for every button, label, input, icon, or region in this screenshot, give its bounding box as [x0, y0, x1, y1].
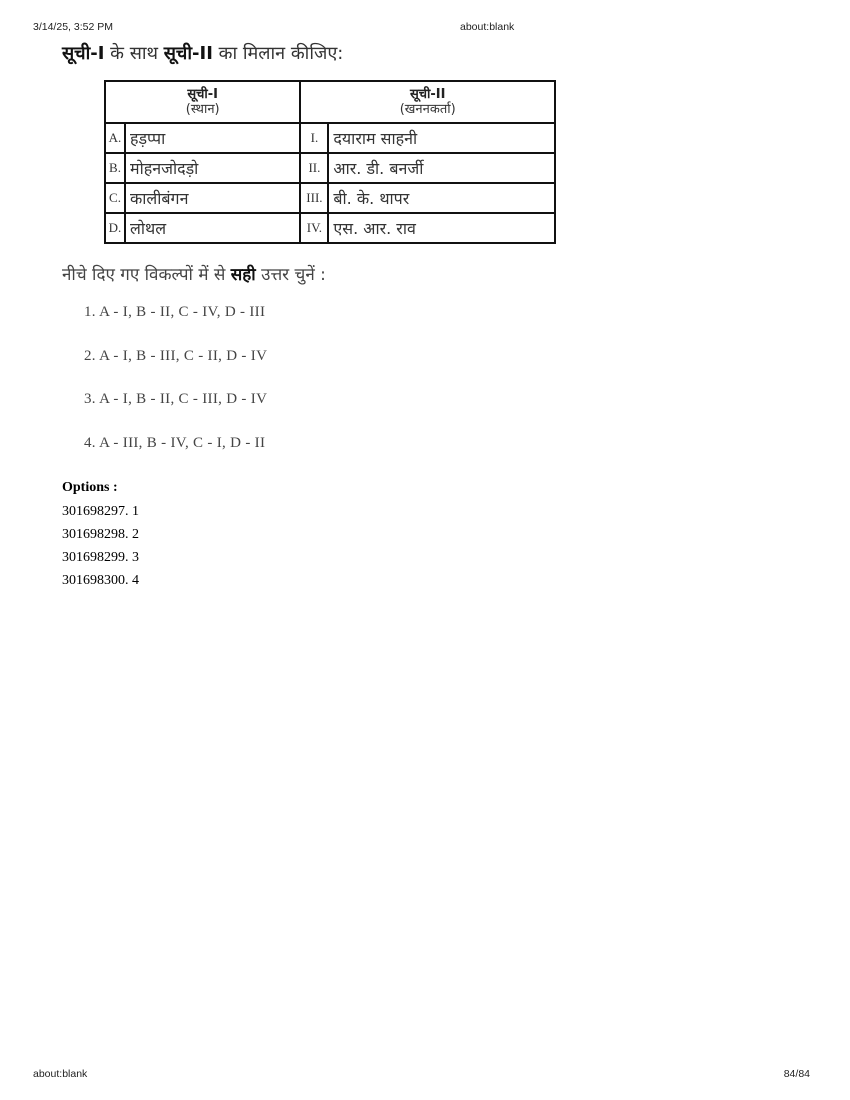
option-item: 301698298. 2: [62, 527, 139, 542]
instruction-lead: नीचे दिए गए विकल्पों में से: [62, 265, 231, 285]
option-item: 301698299. 3: [62, 550, 139, 565]
choice-item: 2. A - I, B - III, C - II, D - IV: [84, 347, 268, 364]
table-header-row: [105, 81, 555, 123]
option-item: 301698297. 1: [62, 504, 139, 519]
title-list2: सूची-II: [163, 43, 213, 64]
options-block: [62, 480, 139, 592]
col2-header: [300, 81, 555, 123]
col1-title: सूची-I: [187, 87, 219, 102]
choice-item: 3. A - I, B - II, C - III, D - IV: [84, 391, 268, 407]
table-row: [105, 183, 555, 213]
col1-header: [105, 81, 300, 123]
col1-subtitle: (स्थान): [185, 102, 220, 117]
question-title: [62, 40, 782, 68]
row-left-index: A.: [105, 123, 125, 153]
row-right-index: III.: [300, 183, 328, 213]
row-right-value: बी. के. थापर: [328, 183, 555, 213]
options-label: Options :: [62, 480, 118, 495]
table-row: [105, 153, 555, 183]
print-url: about:blank: [460, 21, 515, 33]
row-left-value: हड़प्पा: [125, 123, 300, 153]
row-right-value: दयाराम साहनी: [328, 123, 555, 153]
row-left-index: B.: [105, 153, 125, 183]
row-right-value: आर. डी. बनर्जी: [328, 153, 555, 183]
print-datetime: 3/14/25, 3:52 PM: [33, 21, 113, 33]
row-right-value: एस. आर. राव: [328, 213, 555, 243]
choice-item: 1. A - I, B - II, C - IV, D - III: [84, 304, 266, 320]
row-right-index: II.: [300, 153, 328, 183]
title-match: का मिलान कीजिए:: [212, 43, 344, 64]
answer-instruction: [62, 262, 782, 285]
row-right-index: IV.: [300, 213, 328, 243]
footer-url: about:blank: [33, 1068, 88, 1080]
instruction-correct: सही: [230, 265, 256, 285]
match-table: [104, 80, 556, 244]
row-right-index: I.: [300, 123, 328, 153]
row-left-index: C.: [105, 183, 125, 213]
col2-subtitle: (खननकर्ता): [399, 102, 456, 117]
title-list1: सूची-I: [62, 43, 105, 64]
row-left-value: मोहनजोदड़ो: [125, 153, 300, 183]
instruction-tail: उत्तर चुनें :: [255, 265, 326, 285]
col2-title: सूची-II: [409, 87, 446, 102]
choice-list: [62, 301, 782, 475]
question-content: [62, 40, 782, 475]
row-left-index: D.: [105, 213, 125, 243]
row-left-value: लोथल: [125, 213, 300, 243]
page-number: 84/84: [783, 1068, 810, 1080]
option-item: 301698300. 4: [62, 573, 139, 588]
table-row: [105, 123, 555, 153]
table-row: [105, 213, 555, 243]
row-left-value: कालीबंगन: [125, 183, 300, 213]
choice-item: 4. A - III, B - IV, C - I, D - II: [84, 434, 266, 451]
title-with: के साथ: [104, 43, 164, 64]
